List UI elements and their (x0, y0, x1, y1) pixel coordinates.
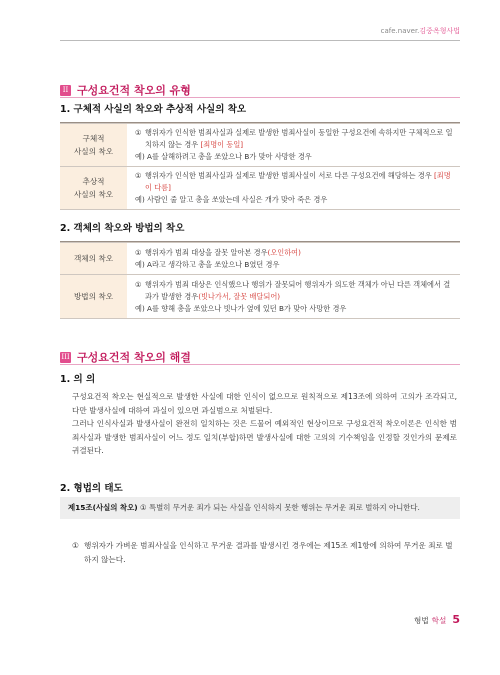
subsection-title: 1. 의 의 (60, 374, 96, 385)
site-url: cafe.naver.김중옥형사법 (380, 27, 460, 35)
section-numeral: II (60, 85, 71, 96)
row-content: ① 행위자가 범죄 대상을 잘못 알아본 경우(오인하여) 예) A라고 생각하고 총을 쏘았으나 B였던 경우 (127, 243, 460, 275)
row-label: 객체의 착오 (60, 243, 127, 275)
statute-name: 제15조(사실의 착오) (68, 503, 138, 512)
section-heading-3 (60, 349, 191, 365)
section-title: 구성요건적 착오의 해결 (77, 351, 191, 364)
section-numeral: III (61, 352, 70, 361)
table-row (60, 124, 460, 167)
row-label: 구체적 사실의 착오 (60, 124, 127, 167)
example-text: 예) A를 향해 총을 쏘았으나 빗나가 옆에 있던 B가 맞아 사망한 경우 (135, 303, 347, 313)
section-divider (60, 97, 460, 98)
example-text: 예) A라고 생각하고 총을 쏘았으나 B였던 경우 (135, 259, 280, 269)
highlight-text: (오인하여) (267, 247, 301, 257)
table-row (60, 275, 460, 319)
footer-label: 형법 (414, 616, 429, 625)
error-type-table-2 (60, 242, 460, 319)
row-label: 추상적 사실의 착오 (60, 167, 127, 210)
meaning-paragraph: 구성요건적 착오는 현실적으로 발생한 사실에 대한 인식이 없으므로 원칙적으로 제13조에 의하여 고의가 조각되고, 다만 발생사실에 대하여 과실이 있으면 과실범으로 처벌된다. 그러나 인식사실과 발생사실이 완전히 일치하는 것은 드물어 예외적인 현상이므로 구성요건적 착오이론은 인식한 범죄사실과 발생한 범죄사실이 어느 정도 일치(부합)하면 발생사실에 대한 고의의 기수책임을 인정할 것인가의 문제로 귀결된다. (72, 392, 457, 455)
note-item: ① 행위자가 가벼운 범죄사실을 인식하고 무거운 결과를 발생시킨 경우에는 제15조 제1항에 의하여 무거운 죄로 벌하지 않는다. (72, 541, 453, 564)
row-content: ① 행위자가 범죄 대상은 인식했으나 행위가 잘못되어 행위자가 의도한 객체가 아닌 다른 객체에서 결과가 발생한 경우(빗나가서, 잘못 배달되어) 예) A를 향해 총을 쏘았으나 빗나가 옆에 있던 B가 맞아 사망한 경우 (127, 275, 460, 319)
table-row (60, 167, 460, 210)
subsection-title: 2. 형법의 태도 (60, 483, 123, 494)
section-heading-2 (60, 82, 191, 98)
section-divider (60, 364, 460, 365)
page-footer (414, 613, 460, 626)
example-text: 예) A를 살해하려고 총을 쏘았으나 B가 맞아 사망한 경우 (135, 152, 312, 161)
example-text: 예) 사람인 줄 알고 총을 쏘았는데 사실은 개가 맞아 죽은 경우 (135, 195, 328, 204)
highlight-text: (빗나가서, 잘못 배달되어) (198, 291, 281, 301)
table-row (60, 243, 460, 275)
header-rule (60, 40, 460, 41)
footer-label-accent: 학설 (431, 616, 447, 625)
row-content: ① 행위자가 인식한 범죄사실과 실제로 발생한 범죄사실이 동일한 구성요건에 속하지만 구체적으로 일치하지 않는 경우 [죄명이 동일] 예) A를 살해하려고 총을 쏘았으나 B가 맞아 사망한 경우 (127, 124, 460, 167)
error-type-table-1 (60, 123, 460, 210)
row-content: ① 행위자가 인식한 범죄사실과 실제로 발생한 범죄사실이 서로 다른 구성요건에 해당하는 경우 [죄명이 다름] 예) 사람인 줄 알고 총을 쏘았는데 사실은 개가 맞아 죽은 경우 (127, 167, 460, 210)
row-label: 방법의 착오 (60, 275, 127, 319)
statute-box: 제15조(사실의 착오) ① 특별히 무거운 죄가 되는 사실을 인식하지 못한 행위는 무거운 죄로 벌하지 아니한다. (60, 497, 460, 519)
page-number: 5 (452, 613, 460, 626)
statute-text: 특별히 무거운 죄가 되는 사실을 인식하지 못한 행위는 무거운 죄로 벌하지 아니한다. (148, 503, 420, 512)
subsection-title: 1. 구체적 사실의 착오와 추상적 사실의 착오 (60, 104, 247, 115)
section-title: 구성요건적 착오의 유형 (77, 84, 191, 97)
highlight-text: [죄명이 동일] (200, 140, 244, 149)
highlight-text: [죄명이 다름] (145, 171, 451, 192)
subsection-title: 2. 객체의 착오와 방법의 착오 (60, 223, 185, 234)
